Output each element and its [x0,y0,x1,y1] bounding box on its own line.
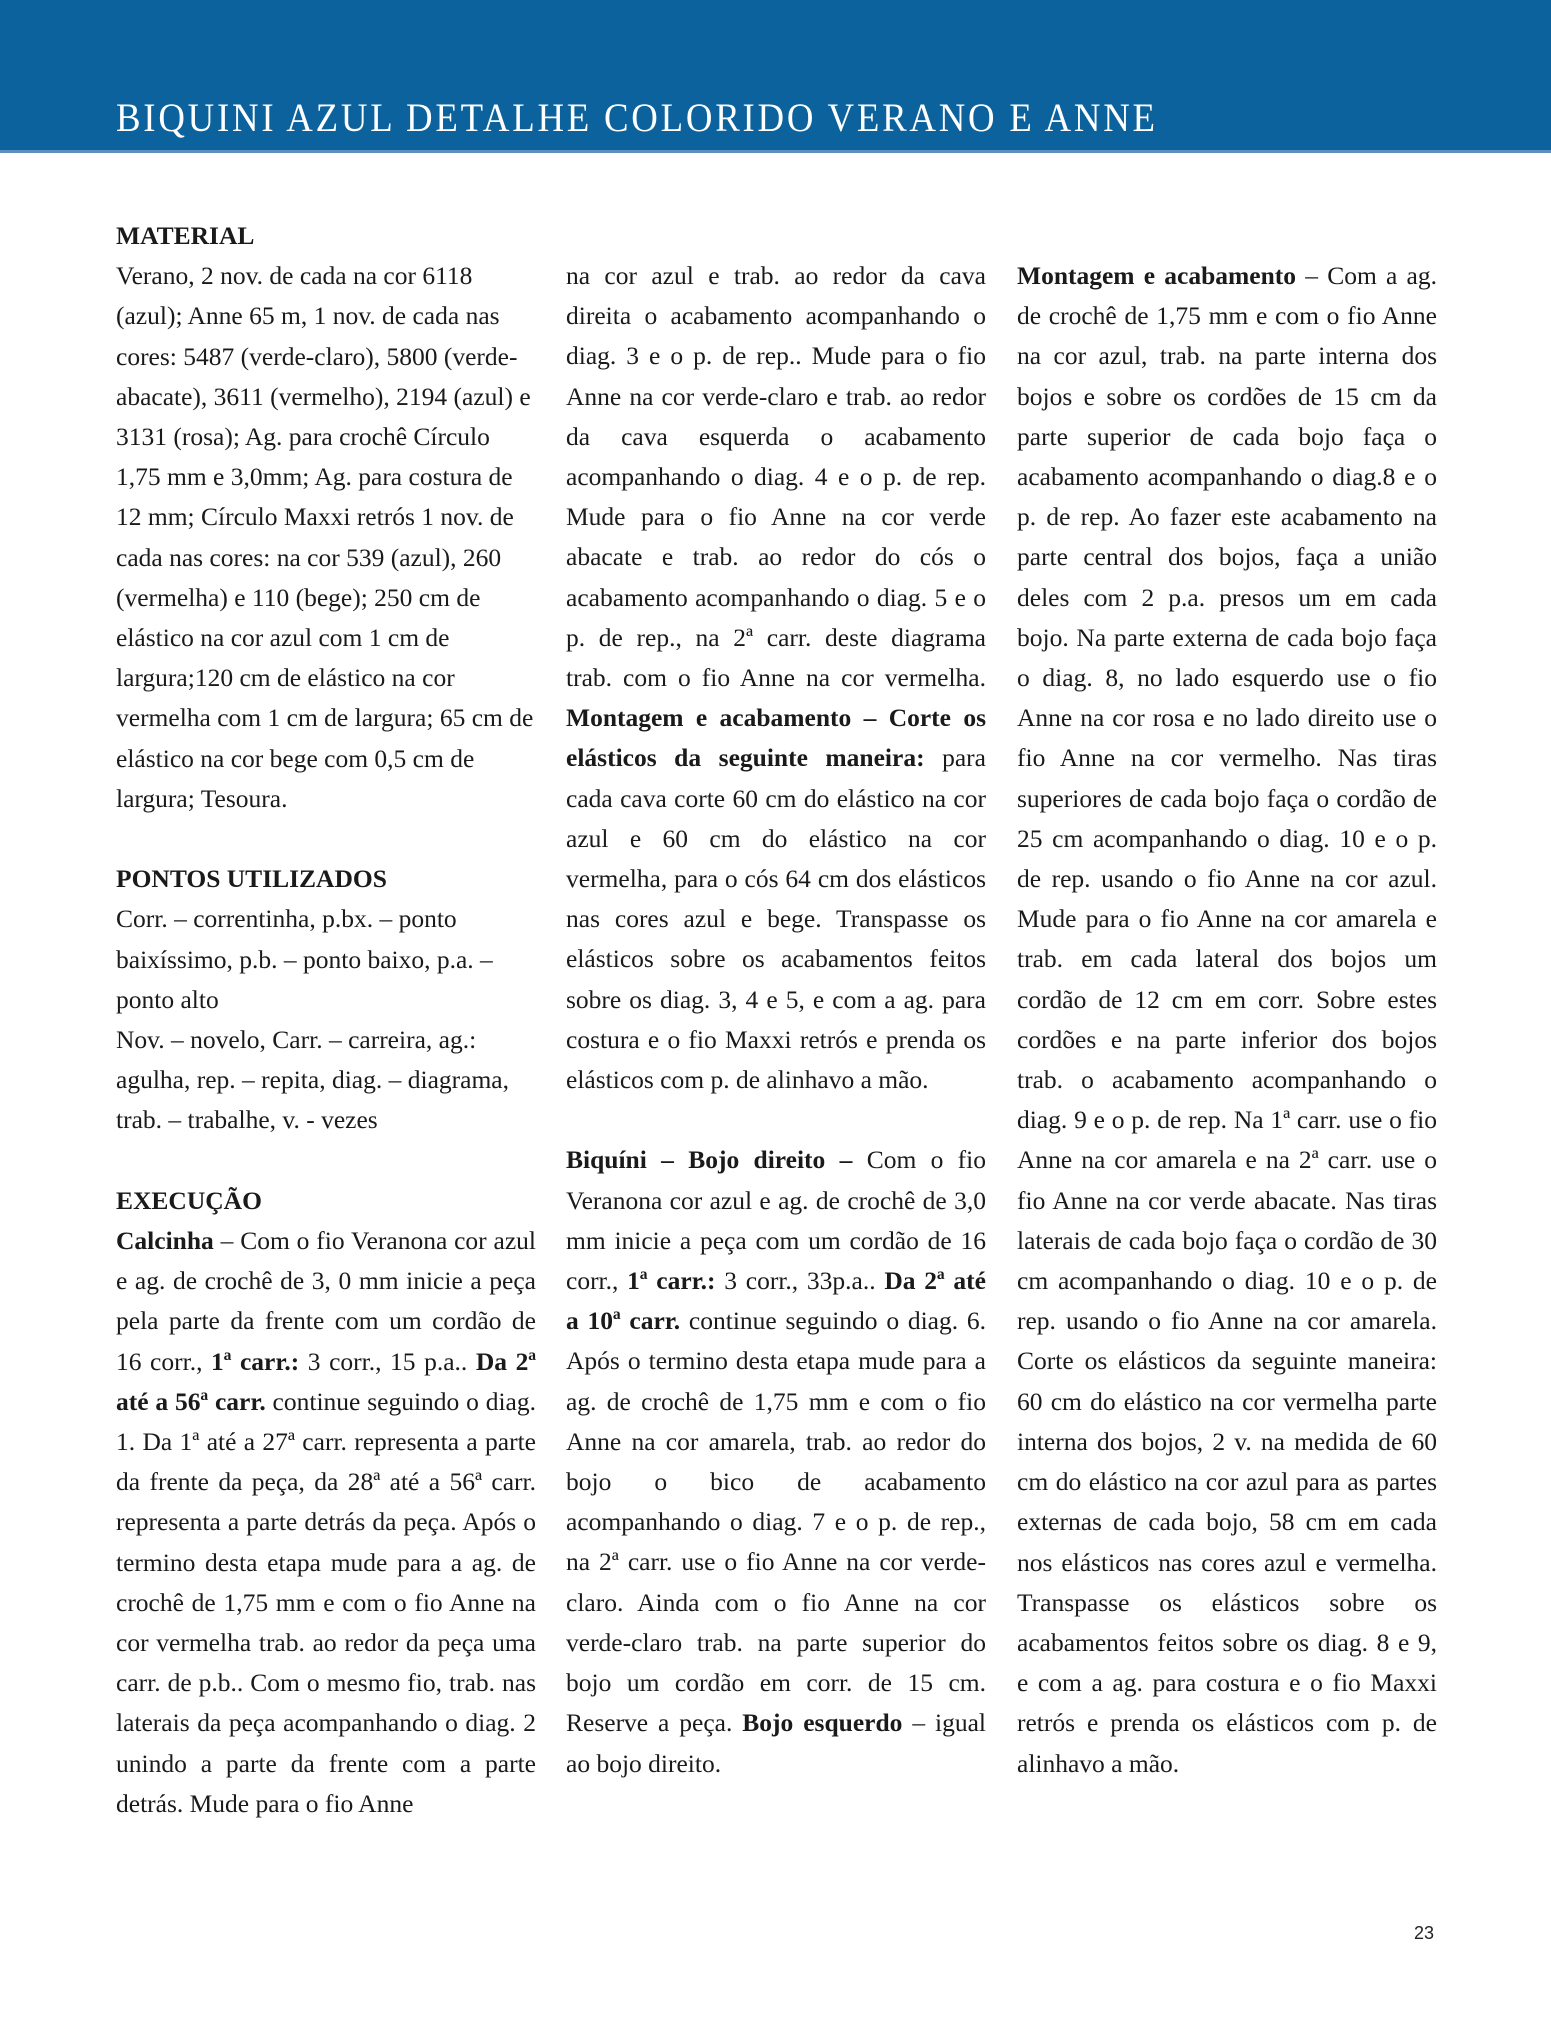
montagem-label: Montagem e acabamento [1017,261,1297,290]
calcinha-bold-1: 1ª carr.: [211,1346,300,1376]
montagem-text: – Com a ag. de crochê de 1,75 mm e com o fio Anne na cor azul, trab. na parte interna dos bojos e sobre os cordões de 15 cm da parte superior de cada bojo faça o acabamento acompanhando o diag.8 e o p. de rep. Ao fazer este acabamento na parte central dos bojos, faça a união deles com 2 p.a. presos um em cada bojo. Na parte externa de cada bojo faça o diag. 8, no lado esquerdo use o fio Anne na cor rosa e no lado direito use o fio Anne na cor vermelho. Nas tiras superiores de cada bojo faça o cordão de 25 cm acompanhando o diag. 10 e o p. de rep. usando o fio Anne na cor azul. Mude para o fio Anne na cor amarela e trab. em cada lateral dos bojos um cordão de 12 cm em corr. Sobre estes cordões e na parte inferior dos bojos trab. o acabamento acompanhando o diag. 9 e o p. de rep. Na 1ª carr. use o fio Anne na cor amarela e na 2ª carr. use o fio Anne na cor verde abacate. Nas tiras laterais de cada bojo faça o cordão de 30 cm acompanhando o diag. 10 e o p. de rep. usando o fio Anne na cor amarela. Corte os elásticos da seguinte maneira: 60 cm do elástico na cor vermelha parte interna dos bojos, 2 v. na medida de 60 cm do elástico na cor azul para as partes externas de cada bojo, 58 cm em cada nos elásticos nas cores azul e vermelha. Transpasse os elásticos sobre os acabamentos feitos sobre os diag. 8 e 9, e com a ag. para costura e o fio Maxxi retrós e prenda os elásticos com p. de alinhavo a mão. [1017,261,1437,1778]
biquini-paragraph [566,1140,986,1783]
calcinha-text-1: – Com o fio Veranona cor azul e ag. de crochê de 3, 0 mm inicie a peça pela parte da frente com um cordão de 16 corr., [116,1226,536,1376]
calcinha-text-4: na cor azul e trab. ao redor da cava direita o acabamento acompanhando o diag. 3 e o p. de rep.. Mude para o fio Anne na cor verde-claro e trab. ao redor da cava esquerda o acabamento acompanhando o diag. 4 e o p. de rep. Mude para o fio Anne na cor verde abacate e trab. ao redor do cós o acabamento acompanhando o diag. 5 e o p. de rep., na 2ª carr. deste diagrama trab. com o fio Anne na cor vermelha. [566,261,986,693]
biquini-text-4: – igual ao bojo direito. [566,1708,986,1778]
calcinha-label: Calcinha [116,1226,214,1256]
calcinha-continued-paragraph [566,256,986,1100]
calcinha-text-5: para cada cava corte 60 cm do elástico na cor azul e 60 cm do elástico na cor vermelha, para o cós 64 cm dos elásticos nas cores azul e bege. Transpasse os elásticos sobre os acabamentos feitos sobre os diag. 3, 4 e 5, e com a ag. para costura e o fio Maxxi retrós e prenda os elásticos com p. de alinhavo a mão. [566,743,986,1095]
pontos-line-2: Nov. – novelo, Carr. – carreira, ag.: agulha, rep. – repita, diag. – diagrama, trab. – trabalhe, v. - vezes [116,1025,509,1135]
biquini-text-1: Com o fio Veranona cor azul e ag. de crochê de 3,0 mm inicie a peça com um cordão de 16 corr., [566,1145,987,1296]
calcinha-bold-2: Da 2ª até a 56ª carr. [116,1346,536,1416]
calcinha-paragraph [116,1221,536,1824]
calcinha-text-3: continue seguindo o diag. 1. Da 1ª até a 27ª carr. representa a parte da frente da peça, da 28ª até a 56ª carr. representa a parte detrás da peça. Após o termino desta etapa mude para a ag. de crochê de 1,75 mm e com o fio Anne na cor vermelha trab. ao redor da peça uma carr. de p.b.. Com o mesmo fio, trab. nas laterais da peça acompanhando o diag. 2 unindo a parte da frente com a parte detrás. Mude para o fio Anne [116,1386,536,1818]
column-1 [116,216,536,1824]
biquini-text-3: continue seguindo o diag. 6. Após o termino desta etapa mude para a ag. de crochê de 1,75 mm e com o fio Anne na cor amarela, trab. ao redor do bojo o bico de acabamento acompanhando o diag. 7 e o p. de rep., na 2ª carr. use o fio Anne na cor verde-claro. Ainda com o fio Anne na cor verde-claro trab. na parte superior do bojo um cordão em corr. de 15 cm. Reserve a peça. [566,1306,986,1738]
calcinha-text-2: 3 corr., 15 p.a.. [299,1346,476,1376]
calcinha-montagem-label: Montagem e acabamento – Corte os elásticos da seguinte maneira: [566,703,986,773]
section-heading-material: MATERIAL [116,221,255,250]
biquini-text-2: 3 corr., 33p.a.. [715,1266,885,1296]
section-heading-execucao: EXECUÇÃO [116,1185,262,1215]
montagem-paragraph [1017,256,1437,1784]
biquini-label: Biquíni – Bojo direito – [566,1145,853,1175]
page-number: 23 [1414,1923,1435,1943]
header-band [0,0,1551,153]
page-title: BIQUINI AZUL DETALHE COLORIDO VERANO E ANNE [116,95,1158,140]
biquini-bold-1: 1ª carr.: [627,1266,716,1296]
bojo-esquerdo-label: Bojo esquerdo [742,1708,903,1738]
column-3 [1017,256,1437,1784]
material-text: Verano, 2 nov. de cada na cor 6118 (azul); Anne 65 m, 1 nov. de cada nas cores: 5487 (verde-claro), 5800 (verde-abacate), 3611 (vermelho), 2194 (azul) e 3131 (rosa); Ag. para crochê Círculo 1,75 mm e 3,0mm; Ag. para costura de 12 mm; Círculo Maxxi retrós 1 nov. de cada nas cores: na cor 539 (azul), 260 (vermelha) e 110 (bege); 250 cm de elástico na cor azul com 1 cm de largura;120 cm de elástico na cor vermelha com 1 cm de largura; 65 cm de elástico na cor bege com 0,5 cm de largura; Tesoura. [116,261,534,813]
biquini-bold-2: Da 2ª até a 10ª carr. [566,1266,986,1336]
column-2 [566,256,986,1784]
section-heading-pontos: PONTOS UTILIZADOS [116,864,387,894]
pontos-line-1: Corr. – correntinha, p.bx. – ponto baixíssimo, p.b. – ponto baixo, p.a. – ponto alto [116,904,493,1014]
